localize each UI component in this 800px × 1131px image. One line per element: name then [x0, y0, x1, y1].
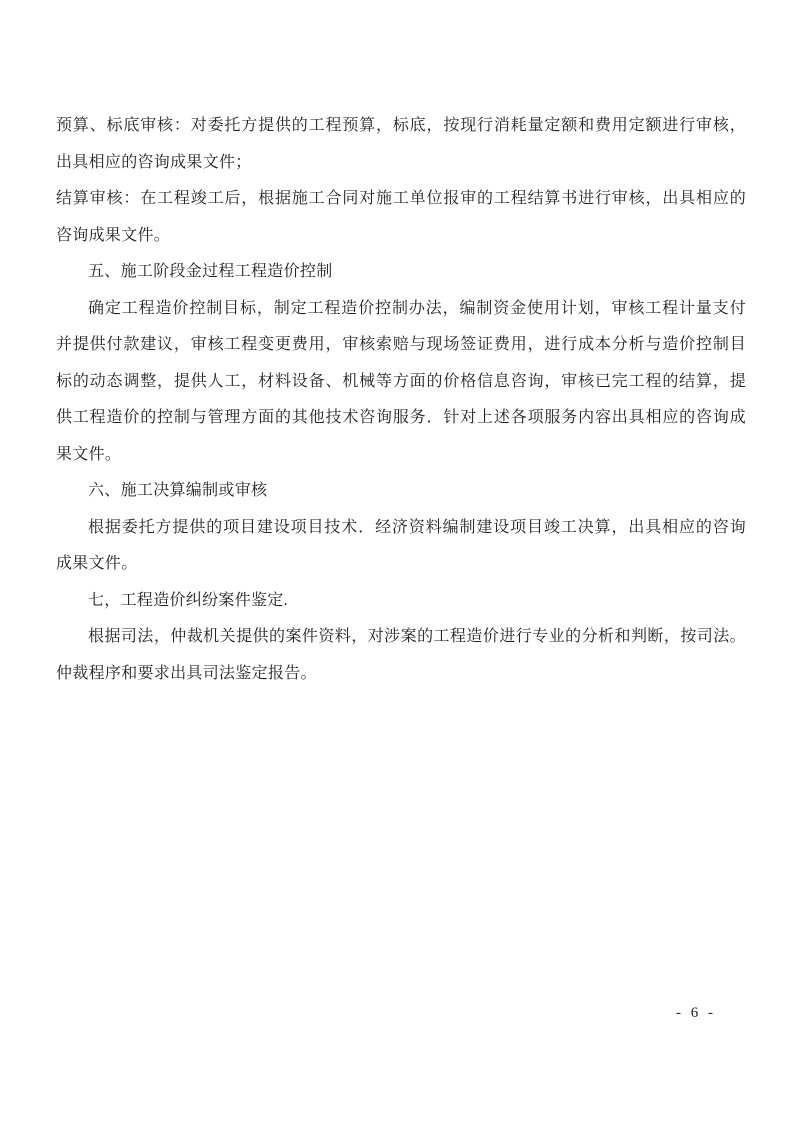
text-line: 预算、标底审核：对委托方提供的工程预算，标底，按现行消耗量定额和费用定额进行审核，: [56, 117, 746, 134]
text-line: 供工程造价的控制与管理方面的其他技术咨询服务．针对上述各项服务内容出具相应的咨询成: [56, 409, 746, 426]
text-line: 成果文件。: [56, 555, 138, 572]
text-line: 并提供付款建议，审核工程变更费用，审核索赔与现场签证费用，进行成本分析与造价控制目: [56, 336, 746, 353]
document-body: [56, 108, 746, 692]
text-line: 出具相应的咨询成果文件；: [56, 153, 252, 171]
text-line: 五、施工阶段金过程工程造价控制: [88, 263, 333, 280]
text-line: 咨询成果文件。: [56, 226, 171, 244]
text-line: 确定工程造价控制目标，制定工程造价控制办法，编制资金使用计划，审核工程计量支付: [88, 299, 746, 317]
text-line: 仲裁程序和要求出具司法鉴定报告。: [56, 664, 317, 682]
text-line: 六、施工决算编制或审核: [88, 482, 268, 499]
text-line: 标的动态调整，提供人工，材料设备、机械等方面的价格信息咨询，审核已完工程的结算，提: [56, 372, 746, 390]
page-number: - 6 -: [676, 1005, 716, 1021]
text-line: 结算审核：在工程竣工后，根据施工合同对施工单位报审的工程结算书进行审核，出具相应的: [56, 190, 746, 207]
text-line: 七，工程造价纠纷案件鉴定.: [88, 591, 288, 609]
text-line: 果文件。: [56, 445, 122, 463]
text-line: 根据司法，仲裁机关提供的案件资料，对涉案的工程造价进行专业的分析和判断，按司法。: [88, 628, 746, 645]
text-line: 根据委托方提供的项目建设项目技术．经济资料编制建设项目竣工决算，出具相应的咨询: [88, 518, 746, 536]
